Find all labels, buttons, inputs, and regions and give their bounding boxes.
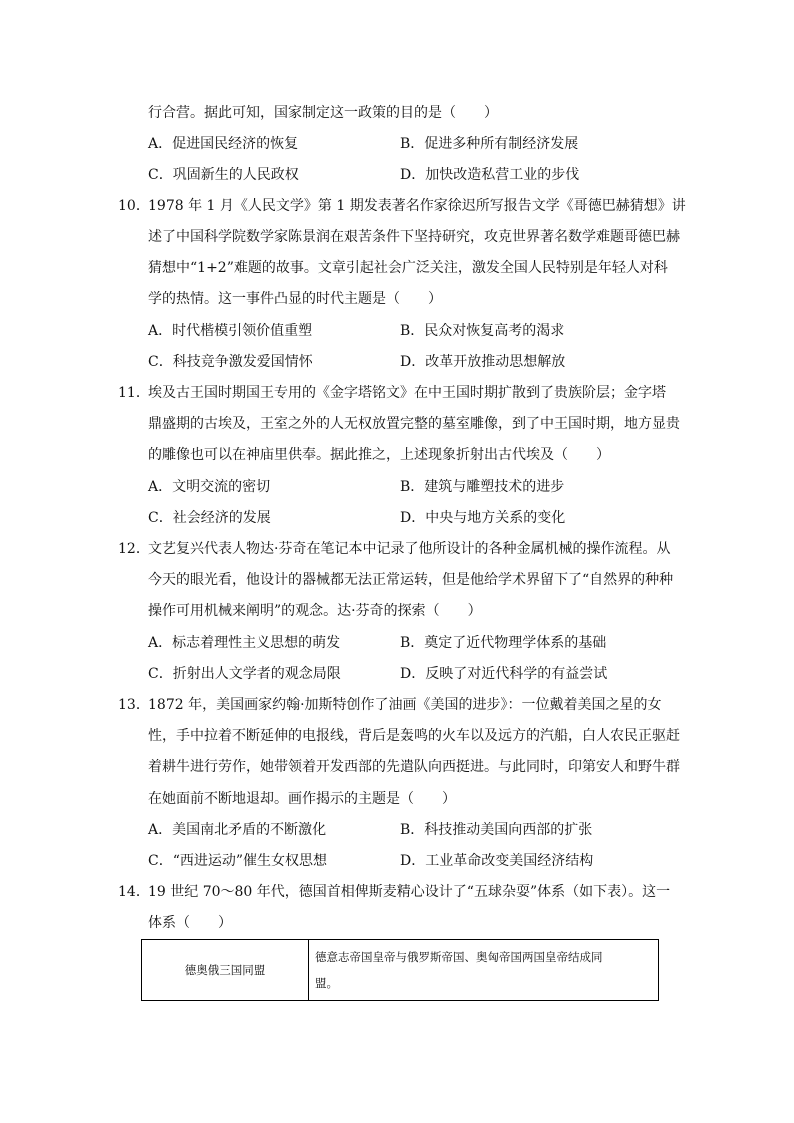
q11-option-b: B．建筑与雕塑技术的进步 [400,479,565,495]
q10-number: 10． [118,198,150,214]
q14-line-1: 19 世纪 70～80 年代，德国首相俾斯麦精心设计了“五球杂耍”体系（如下表）。这一 [148,884,671,900]
q11-line-3: 的雕像也可以在神庙里供奉。据此推之，上述现象折射出古代埃及（ ） [148,447,610,463]
q13-option-b: B．科技推动美国向西部的扩张 [400,822,593,838]
q10-option-b: B．民众对恢复高考的渴求 [400,323,565,339]
q12-line-3: 操作可用机械来阐明”的观念。达·芬奇的探索（ ） [148,603,482,619]
q13-option-a: A．美国南北矛盾的不断激化 [148,822,327,838]
q10-line-3: 猜想中“1+2”难题的故事。文章引起社会广泛关注，激发全国人民特别是年轻人对科 [148,260,668,276]
q13-option-d: D．工业革命改变美国经济结构 [400,853,594,869]
q12-option-a: A．标志着理性主义思想的萌发 [148,635,341,651]
q13-line-3: 着耕牛进行劳作，她带领着开发西部的先遣队向西挺进。与此同时，印第安人和野牛群 [148,759,680,775]
q12-option-b: B．奠定了近代物理学体系的基础 [400,635,607,651]
q9-option-c: C．巩固新生的人民政权 [148,167,299,183]
q11-line-2: 鼎盛期的古埃及，王室之外的人无权放置完整的墓室雕像，到了中王国时期，地方显贵 [148,416,680,432]
alliance-name: 德奥俄三国同盟 [184,963,266,977]
q11-number: 11． [118,385,150,401]
q10-option-d: D．改革开放推动思想解放 [400,354,566,370]
q12-number: 12． [118,541,150,557]
alliance-description-line-1: 德意志帝国皇帝与俄罗斯帝国、奥匈帝国两国皇帝结成同 [315,950,603,964]
q13-line-2: 性，手中拉着不断延伸的电报线，背后是轰鸣的火车以及远方的汽船，白人农民正驱赶 [148,728,680,744]
q13-number: 13． [118,697,150,713]
table-row [142,940,659,1001]
q12-option-c: C．折射出人文学者的观念局限 [148,666,341,682]
q11-option-a: A．文明交流的密切 [148,479,271,495]
alliance-table [141,939,659,1001]
q13-line-1: 1872 年，美国画家约翰·加斯特创作了油画《美国的进步》：一位戴着美国之星的女 [148,697,662,713]
table-cell-alliance-name [142,940,309,1001]
q14-line-2: 体系（ ） [148,915,232,931]
q9-stem-end: 行合营。据此可知，国家制定这一政策的目的是（ ） [148,105,498,121]
q9-option-b: B．促进多种所有制经济发展 [400,136,579,152]
q10-option-c: C．科技竞争激发爱国情怀 [148,354,313,370]
q13-line-4: 在她面前不断地退却。画作揭示的主题是（ ） [148,791,456,807]
q12-line-1: 文艺复兴代表人物达·芬奇在笔记本中记录了他所设计的各种金属机械的操作流程。从 [148,541,671,557]
q11-line-1: 埃及古王国时期国王专用的《金字塔铭文》在中王国时期扩散到了贵族阶层；金字塔 [148,385,666,401]
q10-option-a: A．时代楷模引领价值重塑 [148,323,313,339]
q13-option-c: C．“西进运动”催生女权思想 [148,853,328,869]
q9-option-a: A．促进国民经济的恢复 [148,136,299,152]
table-cell-alliance-description [309,940,659,1001]
q10-line-2: 述了中国科学院数学家陈景润在艰苦条件下坚持研究，攻克世界著名数学难题哥德巴赫 [148,229,680,245]
q10-line-4: 学的热情。这一事件凸显的时代主题是（ ） [148,291,442,307]
q11-option-c: C．社会经济的发展 [148,510,271,526]
q10-line-1: 1978 年 1 月《人民文学》第 1 期发表著名作家徐迟所写报告文学《哥德巴赫猜想》讲 [148,198,686,214]
q12-line-2: 今天的眼光看，他设计的器械都无法正常运转，但是他给学术界留下了“自然界的种种 [148,572,674,588]
q11-option-d: D．中央与地方关系的变化 [400,510,566,526]
alliance-description-line-2: 盟。 [315,976,338,990]
q12-option-d: D．反映了对近代科学的有益尝试 [400,666,608,682]
q14-number: 14． [118,884,150,900]
q9-option-d: D．加快改造私营工业的步伐 [400,167,580,183]
